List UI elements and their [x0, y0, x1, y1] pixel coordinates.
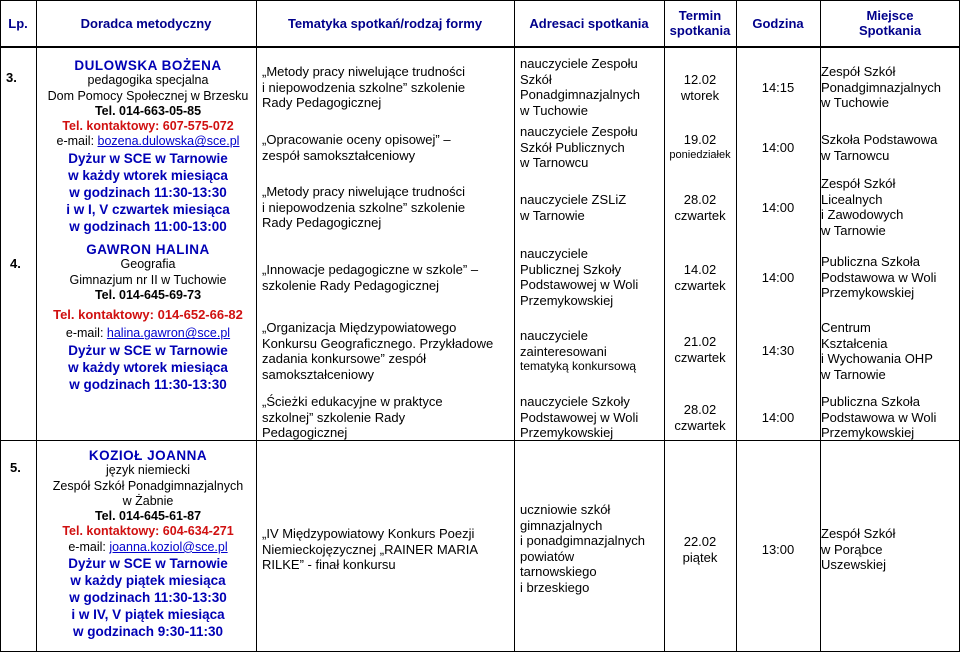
advisor-subject: język niemiecki [105, 463, 191, 478]
place-line: w Tuchowie [821, 95, 889, 110]
addressee-line: uczniowie szkół [520, 502, 611, 517]
header-addressees: Adresaci spotkania [529, 15, 649, 31]
addressee-line: nauczyciele Szkoły [520, 394, 630, 409]
advisor-workplace: Dom Pomocy Społecznej w Brzesku [47, 88, 249, 103]
addressee-line: Podstawowej w Woli [520, 409, 639, 425]
topic-line: „Ścieżki edukacyjne w praktyce [262, 394, 443, 409]
place-line: Zespół Szkół [821, 64, 896, 79]
header-term [664, 0, 736, 46]
meeting-place [821, 254, 959, 301]
date-value: 28.02 [683, 192, 717, 207]
place-line: i Zawodowych [821, 207, 904, 222]
addressee-line: Szkół [520, 71, 552, 87]
advisor-subject: pedagogika specjalna [87, 73, 209, 88]
meeting-date [659, 132, 741, 163]
meeting-topic [262, 262, 514, 293]
addressee-line: nauczyciele Zespołu [520, 56, 638, 71]
date-day: czwartek [674, 349, 726, 365]
col-line-0 [0, 0, 1, 652]
meeting-addressees [520, 502, 676, 595]
advisor-email-line [22, 540, 274, 555]
col-line-3 [514, 0, 515, 652]
topic-line: i niepowodzenia szkolne” szkolenie [262, 199, 466, 215]
date-day: czwartek [674, 417, 726, 433]
meeting-date [659, 192, 741, 223]
place-line: Ponadgimnazjalnych [821, 79, 941, 95]
date-day: czwartek [674, 207, 726, 223]
topic-line: samokształceniowy [262, 366, 374, 382]
meeting-topic [262, 184, 514, 231]
addressee-line: Szkół Publicznych [520, 139, 625, 155]
date-day: czwartek [674, 277, 726, 293]
place-line: w Tarnowcu [821, 147, 890, 163]
place-line: Podstawowa w Woli [821, 269, 937, 285]
duty-line: w godzinach 11:00-13:00 [69, 218, 227, 234]
topic-line: RILKE” - finał konkursu [262, 557, 396, 572]
addressee-line: nauczyciele ZSLiZ [520, 192, 627, 207]
addressee-line: powiatów [520, 548, 575, 564]
advisor-email-line [22, 326, 274, 341]
advisor-name: KOZIOŁ JOANNA [88, 448, 208, 463]
advisor-email-link[interactable]: bozena.dulowska@sce.pl [97, 134, 240, 149]
meeting-hour: 14:30 [761, 343, 795, 358]
meeting-place [821, 64, 959, 111]
advisor-dulowska [22, 58, 274, 235]
email-label: e-mail: [65, 326, 107, 341]
date-day: wtorek [680, 87, 720, 103]
meeting-hour: 14:00 [761, 410, 795, 425]
duty-line: Dyżur w SCE w Tarnowie [68, 556, 228, 572]
addressee-line: i brzeskiego [520, 579, 590, 595]
meeting-addressees [520, 56, 676, 118]
meeting-hour: 14:00 [761, 200, 795, 215]
email-label: e-mail: [56, 134, 98, 149]
place-line: Licealnych [821, 191, 883, 207]
topic-line: „Organizacja Międzypowiatowego [262, 320, 457, 335]
place-line: Szkoła Podstawowa [821, 132, 938, 147]
addressee-line: w Tarnowcu [520, 155, 589, 170]
addressee-line: Przemykowskiej [520, 292, 614, 308]
advisor-email-link[interactable]: halina.gawron@sce.pl [106, 326, 231, 341]
addressee-line: w Tarnowie [520, 207, 585, 223]
duty-line: w każdy wtorek miesiąca [68, 167, 228, 183]
place-line: Kształcenia [821, 335, 888, 351]
topic-line: zespół samokształceniowy [262, 147, 416, 163]
topic-line: szkolnej” szkolenie Rady [262, 409, 406, 425]
border-top [0, 0, 960, 1]
meeting-place [821, 176, 959, 238]
topic-line: „IV Międzypowiatowy Konkurs Poezji [262, 526, 475, 541]
topic-line: Rady Pedagogicznej [262, 95, 382, 110]
place-line: Zespół Szkół [821, 526, 896, 541]
addressee-line: nauczyciele Zespołu [520, 124, 638, 139]
topic-line: „Metody pracy niwelujące trudności [262, 64, 466, 79]
date-value: 28.02 [683, 402, 717, 417]
date-value: 12.02 [683, 72, 717, 87]
advisor-workplace: Zespół Szkół Ponadgimnazjalnych [52, 478, 244, 493]
advisor-email-line [22, 134, 274, 149]
place-line: Podstawowa w Woli [821, 409, 937, 425]
topic-line: „Innowacje pedagogiczne w szkole” – [262, 262, 479, 277]
meeting-place [821, 132, 959, 163]
addressee-line: i ponadgimnazjalnych [520, 533, 646, 548]
row-number: 4. [10, 256, 21, 271]
topic-line: „Metody pracy niwelujące trudności [262, 184, 466, 199]
advisor-workplace: Gimnazjum nr II w Tuchowie [69, 272, 227, 287]
place-line: Uszewskiej [821, 557, 887, 572]
addressee-line: nauczyciele [520, 328, 588, 343]
advisor-name: DULOWSKA BOŻENA [74, 58, 222, 73]
meeting-topic [262, 64, 514, 111]
topic-line: zadania konkursowe” zespół [262, 351, 427, 366]
addressee-line: gimnazjalnych [520, 517, 603, 533]
date-day: piątek [682, 549, 718, 565]
topic-line: Konkursu Geograficznego. Przykładowe [262, 335, 494, 351]
place-line: i Wychowania OHP [821, 351, 933, 366]
header-term-line1: Termin [678, 8, 722, 23]
meeting-date [659, 72, 741, 103]
advisor-tel: Tel. 014-663-05-85 [94, 103, 202, 118]
advisor-tel: Tel. 014-645-61-87 [94, 509, 202, 524]
header-term-line2: spotkania [669, 23, 731, 38]
advisor-contact-tel: Tel. kontaktowy: 604-634-271 [62, 524, 234, 539]
meeting-addressees [520, 124, 676, 171]
place-line: Przemykowskiej [821, 285, 915, 300]
addressee-line: Publicznej Szkoły [520, 261, 622, 277]
place-line: w Tarnowie [821, 222, 886, 238]
duty-line: Dyżur w SCE w Tarnowie [68, 342, 228, 358]
meeting-place [821, 320, 959, 382]
advisor-name: GAWRON HALINA [86, 242, 210, 257]
row-line-advisor-5 [0, 440, 256, 441]
addressee-line: nauczyciele [520, 246, 588, 261]
topic-line: szkolenie Rady Pedagogicznej [262, 277, 440, 293]
duty-line: w godzinach 11:30-13:30 [69, 590, 227, 606]
advisor-tel: Tel. 014-645-69-73 [94, 287, 202, 302]
header-advisor: Doradca metodyczny [80, 15, 212, 31]
meeting-place [821, 526, 959, 573]
meeting-addressees [520, 328, 676, 375]
duty-line: w godzinach 11:30-13:30 [69, 184, 227, 200]
addressee-line: Podstawowej w Woli [520, 277, 639, 292]
date-value: 22.02 [683, 534, 717, 549]
border-header-bottom [0, 46, 960, 48]
topic-line: i niepowodzenia szkolne” szkolenie [262, 79, 466, 95]
addressee-line: tarnowskiego [520, 564, 597, 579]
duty-line: i w I, V czwartek miesiąca [66, 201, 230, 217]
email-label: e-mail: [68, 539, 110, 554]
header-lp: Lp. [8, 15, 28, 31]
meeting-hour: 14:00 [761, 270, 795, 285]
duty-line: Dyżur w SCE w Tarnowie [68, 150, 228, 166]
meeting-addressees [520, 192, 676, 223]
advisor-gawron [22, 242, 274, 393]
place-line: w Tarnowie [821, 366, 886, 382]
duty-line: w każdy wtorek miesiąca [68, 359, 228, 375]
topic-line: „Opracowanie oceny opisowej” – [262, 132, 451, 147]
advisor-koziol [22, 448, 274, 640]
topic-line: Pedagogicznej [262, 425, 348, 440]
row-number: 3. [6, 70, 17, 85]
duty-line: w godzinach 11:30-13:30 [69, 376, 227, 392]
place-line: Publiczna Szkoła [821, 254, 920, 269]
date-value: 21.02 [683, 334, 717, 349]
meeting-addressees [520, 394, 676, 441]
meeting-topic [262, 526, 514, 573]
place-line: Publiczna Szkoła [821, 394, 920, 409]
duty-line: i w IV, V piątek miesiąca [71, 607, 225, 623]
duty-line: w godzinach 9:30-11:30 [72, 624, 224, 640]
meeting-hour: 14:00 [761, 140, 795, 155]
place-line: w Porąbce [821, 541, 883, 557]
meeting-addressees [520, 246, 676, 308]
header-place [820, 0, 960, 46]
header-hour: Godzina [752, 15, 804, 31]
addressee-line: tematyką konkursową [520, 359, 637, 373]
advisor-workplace: w Żabnie [122, 493, 174, 508]
meeting-date [659, 402, 741, 433]
header-place-line1: Miejsce [866, 8, 914, 23]
duty-line: w każdy piątek miesiąca [70, 573, 226, 589]
addressee-line: Ponadgimnazjalnych [520, 87, 640, 102]
meeting-place [821, 394, 959, 441]
meeting-date [659, 262, 741, 293]
advisor-subject: Geografia [120, 257, 176, 272]
date-value: 19.02 [683, 132, 717, 147]
header-topic: Tematyka spotkań/rodzaj formy [287, 15, 483, 31]
meeting-hour: 14:15 [761, 80, 795, 95]
meeting-topic [262, 132, 514, 163]
row-number: 5. [10, 460, 21, 475]
advisor-email-link[interactable]: joanna.koziol@sce.pl [109, 539, 228, 554]
meeting-topic [262, 320, 514, 382]
advisor-contact-tel: Tel. kontaktowy: 607-575-072 [62, 119, 234, 134]
meeting-hour: 13:00 [761, 542, 795, 557]
addressee-line: zainteresowani [520, 343, 607, 359]
topic-line: Niemieckojęzycznej „RAINER MARIA [262, 541, 478, 557]
place-line: Przemykowskiej [821, 425, 915, 440]
header-place-line2: Spotkania [858, 23, 922, 38]
place-line: Centrum [821, 320, 871, 335]
addressee-line: Przemykowskiej [520, 425, 614, 440]
date-day: poniedziałek [669, 148, 731, 161]
place-line: Zespół Szkół [821, 176, 896, 191]
topic-line: Rady Pedagogicznej [262, 215, 382, 230]
date-value: 14.02 [683, 262, 717, 277]
meeting-topic [262, 394, 514, 441]
addressee-line: w Tuchowie [520, 102, 588, 118]
meeting-date [659, 534, 741, 565]
meeting-date [659, 334, 741, 365]
advisor-contact-tel: Tel. kontaktowy: 014-652-66-82 [53, 307, 243, 323]
